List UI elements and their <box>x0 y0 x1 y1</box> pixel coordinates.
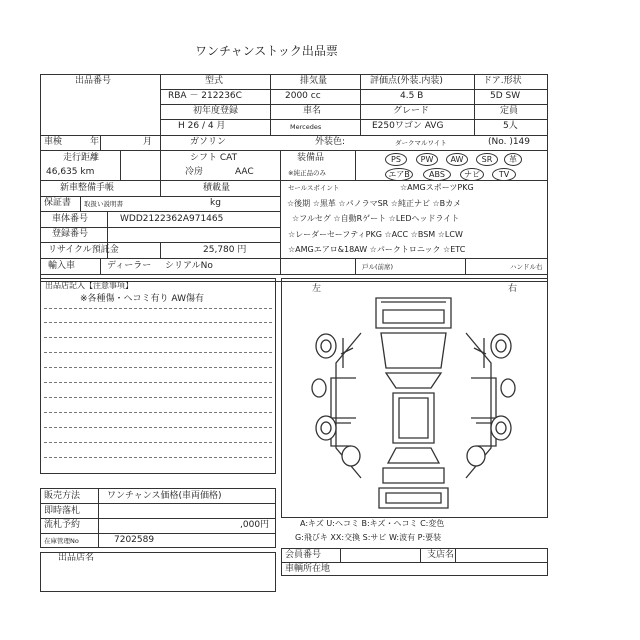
vin-label: 車体番号 <box>52 214 89 224</box>
score-value: 4.5 B <box>400 91 424 101</box>
color-value: ダークマルワイト <box>395 139 447 147</box>
import-label: 輸入車 <box>48 261 76 271</box>
displacement-label: 排気量 <box>300 76 328 86</box>
handle-label: ハンドル右 <box>510 263 543 271</box>
notes-text: ※各種傷・ヘコミ有り AW傷有 <box>80 294 204 304</box>
selling-value: ワンチャンス価格(車両価格) <box>107 491 222 501</box>
right-label: 右 <box>508 284 518 294</box>
reg-value: H 26 / 4 月 <box>178 121 226 131</box>
door-label: ドア.形状 <box>483 76 522 86</box>
maker-label: 車名 <box>303 106 322 116</box>
equip-abs: ABS <box>423 168 451 181</box>
vin-value: WDD2122362A971465 <box>120 214 224 224</box>
capacity-label: 定員 <box>500 106 519 116</box>
grade-value: E250ワゴン AVG <box>372 121 444 131</box>
chassis-label: 戸ル(前席) <box>362 263 394 271</box>
reg-label: 初年度登録 <box>193 106 239 116</box>
sales-line: ☆AMGスポーツPKG <box>400 183 474 192</box>
inspection-month: 月 <box>143 137 153 147</box>
sales-line: ☆フルセグ ☆自動Rゲート ☆LEDヘッドライト <box>292 214 460 223</box>
equip-navi: ナビ <box>460 168 484 181</box>
notes-label: 出品店記入【注意事項】 <box>45 281 133 290</box>
stock-value: 7202589 <box>114 535 155 545</box>
equip-sr: SR <box>476 153 498 166</box>
model-value: RBA － 212236C <box>168 91 242 101</box>
cooler-value: AAC <box>235 167 254 177</box>
color-label: 外装色: <box>315 137 346 147</box>
import-dealer: ディーラー <box>107 261 152 271</box>
location-label: 車輌所在地 <box>285 564 331 574</box>
document-title: ワンチャンストック出品票 <box>195 44 338 58</box>
mileage-label: 走行距離 <box>63 153 100 163</box>
sales-line: ☆レーダーセーフティPKG ☆ACC ☆BSM ☆LCW <box>288 230 463 239</box>
legend-line: A:キズ U:ヘコミ B:キズ・ヘコミ C:変色 <box>300 519 445 528</box>
model-label: 型式 <box>205 76 224 86</box>
lot-label: 出品番号 <box>75 76 112 86</box>
equip-pw: PW <box>416 153 438 166</box>
inspection-year: 年 <box>90 137 100 147</box>
serial-label: シリアルNo <box>165 261 213 271</box>
equip-label: 装備品 <box>297 153 325 163</box>
regno-label: 登録番号 <box>52 229 89 239</box>
displacement-value: 2000 cc <box>285 91 321 101</box>
reserve-unit: ,000円 <box>240 520 270 530</box>
capacity-value: 5人 <box>503 121 518 131</box>
recycle-label: リサイクル預託金 <box>48 245 119 255</box>
manual-label: 取扱い説明書 <box>84 200 123 208</box>
maker-value: Mercedes <box>290 123 322 131</box>
left-label: 左 <box>312 284 322 294</box>
mileage-value: 46,635 km <box>46 167 95 177</box>
score-label: 評価点(外装.内装) <box>370 76 443 86</box>
store-label: 支店名 <box>427 550 455 560</box>
reserve-label: 流札予約 <box>44 520 81 530</box>
legend-line: G:飛びキ XX:交換 S:サビ W:波有 P:要装 <box>295 533 442 542</box>
member-label: 会員番号 <box>285 550 322 560</box>
shift-value: シフト CAT <box>190 153 238 163</box>
warranty-label: 保証書 <box>44 198 72 208</box>
stock-label: 在庫管理No <box>44 537 79 545</box>
equip-ps: PS <box>385 153 407 166</box>
load-unit: kg <box>210 198 221 208</box>
sales-line: ☆後期 ☆黒革 ☆パノラマSR ☆純正ナビ ☆Bカメ <box>287 199 462 208</box>
instant-label: 即時落札 <box>44 506 81 516</box>
equip-note: ※純正品のみ <box>288 169 326 177</box>
selling-label: 販売方法 <box>44 491 81 501</box>
color-no: (No. )149 <box>488 137 531 147</box>
recycle-value: 25,780 円 <box>203 245 247 255</box>
equip-tv: TV <box>492 168 516 181</box>
grade-label: グレード <box>393 106 430 116</box>
cooler-label: 冷房 <box>185 167 204 177</box>
inspection-label: 車検 <box>44 137 63 147</box>
shop-label: 出品店名 <box>58 553 95 563</box>
equip-airbag: エアB <box>385 168 413 181</box>
sales-line: ☆AMGエアロ&18AW ☆パークトロニック ☆ETC <box>288 245 466 254</box>
load-label: 積載量 <box>203 183 231 193</box>
car-diagram-icon <box>281 278 548 518</box>
newcar-label: 新車整備手帳 <box>60 183 115 193</box>
fuel-value: ガソリン <box>190 137 227 147</box>
equip-leather: 革 <box>504 153 522 166</box>
door-value: 5D SW <box>490 91 521 101</box>
equip-aw: AW <box>446 153 468 166</box>
sales-label: セールスポイント <box>288 184 340 192</box>
